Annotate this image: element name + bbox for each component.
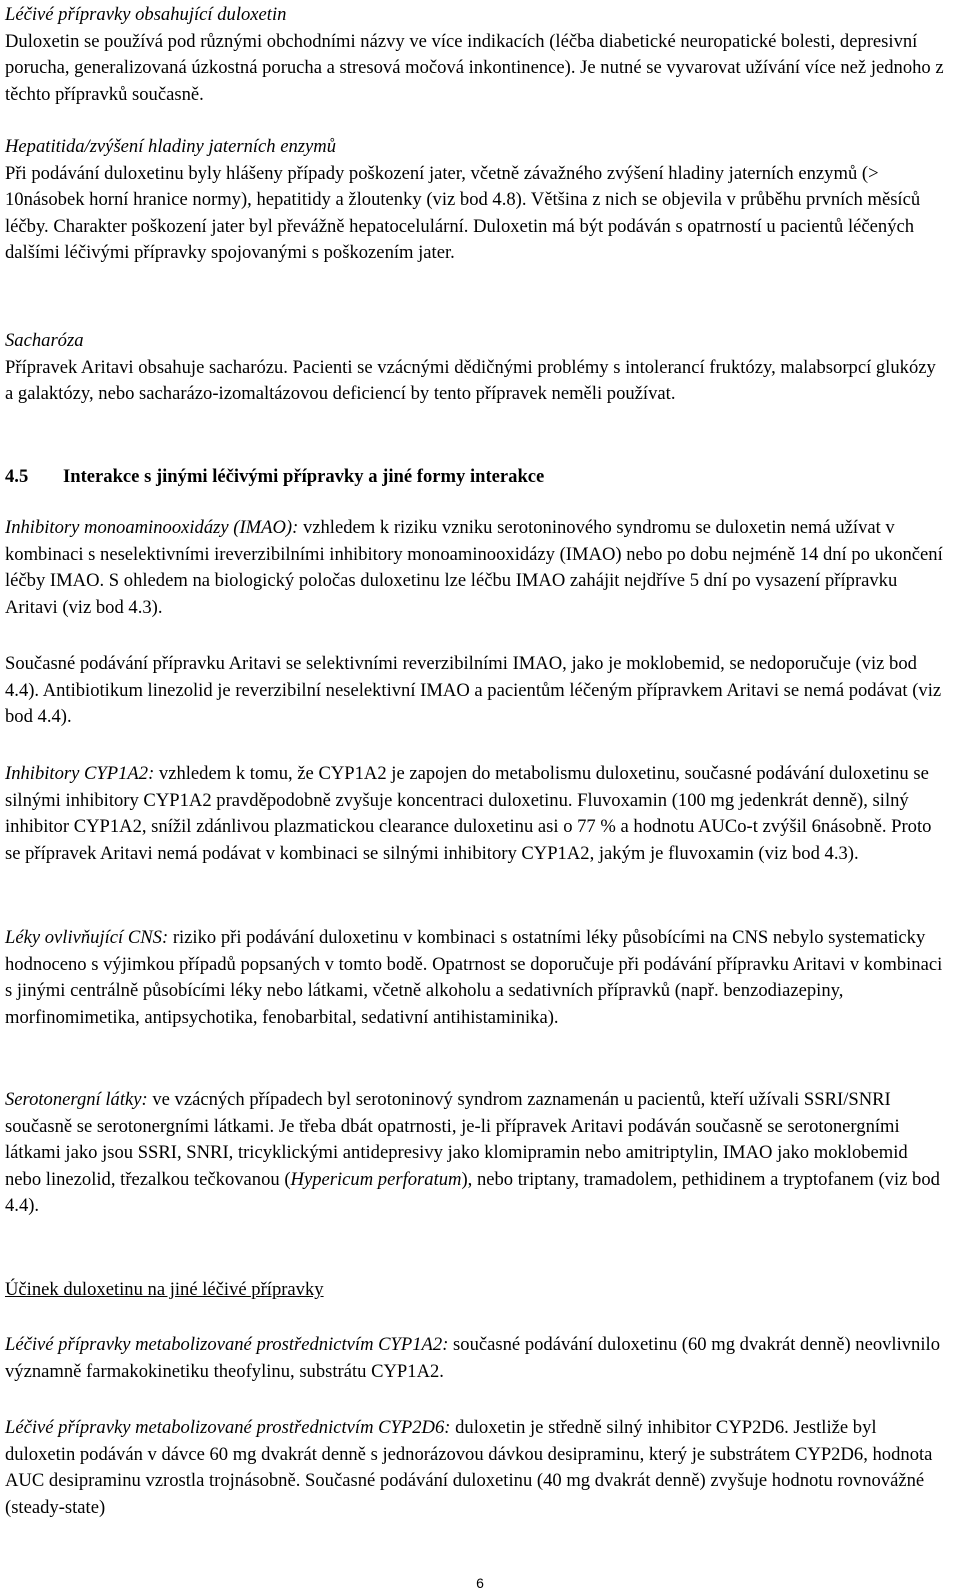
paragraph-cyp1a2-inhibitors <box>5 761 945 867</box>
paragraph-reversible-maoi <box>5 651 945 731</box>
label-cyp1a2-inhibitors: Inhibitory CYP1A2: <box>5 763 155 784</box>
paragraph-duloxetine-products <box>5 2 945 108</box>
text-hepatitis: Při podávání duloxetinu byly hlášeny případy poškození jater, včetně závažného zvýšení hladiny jaterních enzymů (> 10násobek horní hranice normy), hepatitidy a žloutenky (viz bod 4.8). Většina z nich se objevila v průběhu prvních měsíců léčby. Charakter poškození jater byl převážně hepatocelulární. Duloxetin má být podáván s opatrností u pacientů léčených dalšími léčivými přípravky spojovanými s poškozením jater. <box>5 162 921 263</box>
page-number: 6 <box>476 1575 484 1591</box>
paragraph-maoi <box>5 515 945 621</box>
text-cyp1a2-inhibitors: vzhledem k tomu, že CYP1A2 je zapojen do metabolismu duloxetinu, současné podávání duloxetinu se silnými inhibitory CYP1A2 pravděpodobně zvyšuje koncentraci duloxetinu. Fluvoxamin (100 mg jedenkrát denně), silný inhibitor CYP1A2, snížil zdánlivou plazmatickou clearance duloxetinu asi o 77 % a hodnotu AUCo-t zvýšil 6násobně. Proto se přípravek Aritavi nemá podávat v kombinaci se silnými inhibitory CYP1A2, jakým je fluvoxamin (viz bod 4.3). <box>5 763 932 864</box>
label-cyp1a2-substrates: Léčivé přípravky metabolizované prostřednictvím CYP1A2: <box>5 1334 449 1355</box>
label-cyp2d6-substrates: Léčivé přípravky metabolizované prostřednictvím CYP2D6: <box>5 1417 451 1438</box>
subheading-duloxetine-products: Léčivé přípravky obsahující duloxetin <box>5 4 287 25</box>
paragraph-cyp2d6-substrates <box>5 1415 945 1521</box>
paragraph-hepatitis <box>5 134 945 267</box>
text-maoi: vzhledem k riziku vzniku serotoninového syndromu se duloxetin nemá užívat v kombinaci s neselektivními ireverzibilními inhibitory monoaminooxidázy (IMAO) nebo po dobu nejméně 14 dní po ukončení léčby IMAO. S ohledem na biologický poločas duloxetinu lze léčbu IMAO zahájit nejdříve 5 dní po vysazení přípravku Aritavi (viz bod 4.3). <box>5 517 943 618</box>
label-cns-drugs: Léky ovlivňující CNS: <box>5 927 169 948</box>
text-sucrose: Přípravek Aritavi obsahuje sacharózu. Pacienti se vzácnými dědičnými problémy s intolerancí fruktózy, malabsorpcí glukózy a galaktózy, nebo sacharázo-izomaltázovou deficiencí by tento přípravek neměli používat. <box>5 356 936 404</box>
text-cns-drugs: riziko při podávání duloxetinu v kombinaci s ostatními léky působícími na CNS nebylo systematicky hodnoceno s výjimkou případů popsaných v tomto bodě. Opatrnost se doporučuje při podávání přípravku Aritavi v kombinaci s jinými centrálně působícími léky nebo látkami, včetně alkoholu a sedativních přípravků (např. benzodiazepiny, morfinomimetika, antipsychotika, fenobarbital, sedativní antihistaminika). <box>5 927 943 1028</box>
paragraph-cyp1a2-substrates <box>5 1332 945 1385</box>
paragraph-effect-heading <box>5 1277 324 1304</box>
paragraph-cns-drugs <box>5 925 945 1031</box>
text-serotonergic: ve vzácných případech byl serotoninový syndrom zaznamenán u pacientů, kteří užívali SSRI/SNRI současně se serotonergními látkami. Je třeba dbát opatrnosti, je-li přípravek Aritavi podáván současně se serotonergními látkami jako jsou SSRI, SNRI, tricyklickými antidepresivy jako klomipramin nebo amitriptylin, IMAO jako moklobemid nebo linezolid, třezalkou tečkovanou ( <box>5 1089 908 1190</box>
paragraph-sucrose <box>5 328 945 408</box>
text-cyp1a2-substrates: současné podávání duloxetinu (60 mg dvakrát denně) neovlivnilo významně farmakokinetiku theofylinu, substrátu CYP1A2. <box>5 1334 940 1382</box>
label-serotonergic: Serotonergní látky: <box>5 1089 148 1110</box>
label-maoi: Inhibitory monoaminooxidázy (IMAO): <box>5 517 299 538</box>
paragraph-serotonergic <box>5 1087 945 1220</box>
section-heading <box>5 464 544 490</box>
subheading-sucrose: Sacharóza <box>5 330 84 351</box>
section-title: Interakce s jinými léčivými přípravky a jiné formy interakce <box>63 466 545 487</box>
subheading-effect-on-other-drugs: Účinek duloxetinu na jiné léčivé přípravky <box>5 1279 324 1300</box>
subheading-hepatitis: Hepatitida/zvýšení hladiny jaterních enzymů <box>5 136 337 157</box>
section-number: 4.5 <box>5 466 29 487</box>
text-duloxetine-products: Duloxetin se používá pod různými obchodními názvy ve více indikacích (léčba diabetické neuropatické bolesti, depresivní porucha, generalizovaná úzkostná porucha a stresová močová inkontinence). Je nutné se vyvarovat užívání více než jednoho z těchto přípravků současně. <box>5 30 944 105</box>
text-reversible-maoi: Současné podávání přípravku Aritavi se selektivními reverzibilními IMAO, jako je moklobemid, se nedoporučuje (viz bod 4.4). Antibiotikum linezolid je reverzibilní neselektivní IMAO a pacientům léčeným přípravkem Aritavi se nemá podávat (viz bod 4.4). <box>5 653 942 727</box>
text-cyp2d6-substrates: duloxetin je středně silný inhibitor CYP2D6. Jestliže byl duloxetin podáván v dávce 60 mg dvakrát denně s jednorázovou dávkou desipraminu, který je substrátem CYP2D6, hodnota AUC desipraminu vzrostla trojnásobně. Současné podávání duloxetinu (40 mg dvakrát denně) zvyšuje hodnotu rovnovážné (steady-state) <box>5 1417 933 1518</box>
text-serotonergic-end: ), nebo triptany, tramadolem, pethidinem a tryptofanem (viz bod 4.4). <box>5 1168 940 1216</box>
term-hypericum: Hypericum perforatum <box>290 1168 462 1190</box>
